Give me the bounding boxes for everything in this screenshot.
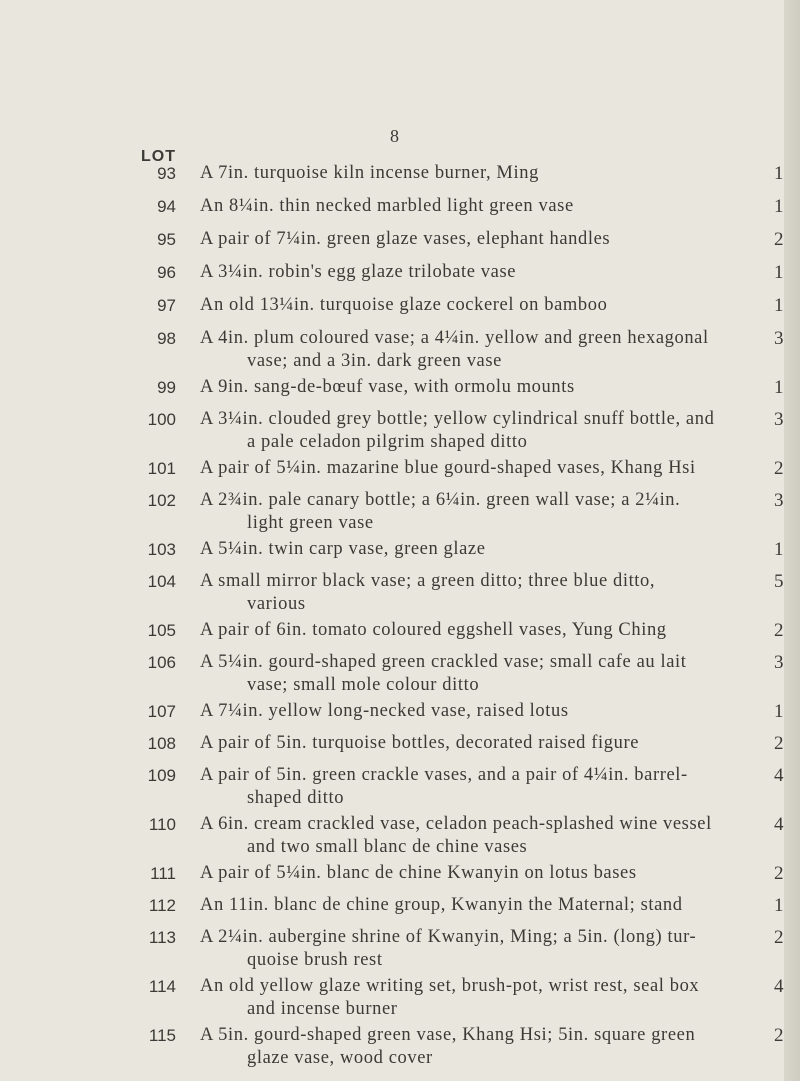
lot-number: 105 [147, 621, 176, 640]
lot-description-line1: A pair of 5in. green crackle vases, and a pair of 4¼in. barrel- [200, 765, 688, 785]
lot-description [200, 862, 760, 885]
lot-description [200, 327, 760, 373]
lot-description-line1: A pair of 5¼in. blanc de chine Kwanyin on lotus bases [200, 863, 637, 883]
lot-quantity: 2 [774, 458, 784, 479]
lot-description [200, 764, 760, 810]
lot-number: 97 [157, 296, 176, 315]
lot-quantity: 1 [774, 701, 784, 722]
lot-quantity: 1 [774, 295, 784, 316]
lot-number: 103 [147, 540, 176, 559]
lot-description-line2: various [247, 594, 306, 614]
lot-description [200, 489, 760, 535]
lot-quantity: 3 [774, 328, 784, 349]
lot-number: 111 [150, 864, 176, 883]
lot-description-line2: quoise brush rest [247, 950, 383, 970]
lot-quantity: 1 [774, 262, 784, 283]
lot-description-line2: and incense burner [247, 999, 398, 1019]
page-number: 8 [390, 126, 400, 146]
lot-number: 109 [147, 766, 176, 785]
lot-description [200, 570, 760, 616]
lot-quantity: 1 [774, 377, 784, 398]
lot-quantity: 1 [774, 196, 784, 217]
lot-quantity: 2 [774, 620, 784, 641]
lot-description [200, 1024, 760, 1070]
lot-number: 102 [147, 491, 176, 510]
lot-description-line2: a pale celadon pilgrim shaped ditto [247, 432, 528, 452]
lot-description [200, 261, 760, 284]
lot-quantity: 1 [774, 539, 784, 560]
lot-description [200, 619, 760, 642]
lot-number: 113 [148, 928, 176, 947]
lot-description-line1: An old yellow glaze writing set, brush-pot, wrist rest, seal box [200, 976, 700, 996]
lot-description [200, 228, 760, 251]
lot-description-line1: A 6in. cream crackled vase, celadon peach-splashed wine vessel [200, 814, 712, 834]
lot-number: 99 [157, 378, 176, 397]
lot-quantity: 4 [774, 814, 784, 835]
lot-description [200, 732, 760, 755]
lot-quantity: 1 [774, 895, 784, 916]
lot-description [200, 975, 760, 1021]
lot-description-line1: A 5¼in. gourd-shaped green crackled vase; small cafe au lait [200, 652, 687, 672]
lot-quantity: 3 [774, 409, 784, 430]
lot-number: 94 [157, 197, 176, 216]
lot-description-line1: A 9in. sang-de-bœuf vase, with ormolu mounts [200, 377, 575, 397]
lot-description-line1: A 5in. gourd-shaped green vase, Khang Hsi; 5in. square green [200, 1025, 696, 1045]
lot-description-line2: glaze vase, wood cover [247, 1048, 433, 1068]
lot-description-line2: shaped ditto [247, 788, 345, 808]
lot-number: 108 [147, 734, 176, 753]
lot-quantity: 3 [774, 490, 784, 511]
lot-description [200, 376, 760, 399]
lot-quantity: 4 [774, 765, 784, 786]
lot-description [200, 408, 760, 454]
lot-description-line1: A 4in. plum coloured vase; a 4¼in. yellow and green hexagonal [200, 328, 709, 348]
lot-description [200, 894, 760, 917]
lot-column-header: LOT [141, 148, 176, 165]
page-edge-shadow [784, 0, 800, 1081]
lot-number: 110 [148, 815, 176, 834]
lot-description-line1: A 3¼in. robin's egg glaze trilobate vase [200, 262, 517, 282]
lot-description [200, 162, 760, 185]
lot-description-line1: An 8¼in. thin necked marbled light green vase [200, 196, 574, 216]
lot-description-line1: An old 13¼in. turquoise glaze cockerel on bamboo [200, 295, 608, 315]
lot-description [200, 457, 760, 480]
lot-description-line2: and two small blanc de chine vases [247, 837, 528, 857]
lot-number: 114 [148, 977, 176, 996]
lot-description [200, 538, 760, 561]
lot-description-line1: A 5¼in. twin carp vase, green glaze [200, 539, 486, 559]
lot-description-line2: vase; and a 3in. dark green vase [247, 351, 502, 371]
lot-number: 115 [148, 1026, 176, 1045]
lot-description-line1: A pair of 5¼in. mazarine blue gourd-shaped vases, Khang Hsi [200, 458, 696, 478]
lot-description [200, 195, 760, 218]
lot-quantity: 2 [774, 927, 784, 948]
lot-description-line1: A 2¼in. aubergine shrine of Kwanyin, Ming; a 5in. (long) tur- [200, 927, 697, 947]
lot-description-line2: vase; small mole colour ditto [247, 675, 480, 695]
lot-description-line1: A pair of 7¼in. green glaze vases, elephant handles [200, 229, 611, 249]
lot-quantity: 4 [774, 976, 784, 997]
lot-description [200, 813, 760, 859]
lot-quantity: 5 [774, 571, 784, 592]
lot-number: 93 [157, 164, 176, 183]
lot-description-line1: A pair of 6in. tomato coloured eggshell vases, Yung Ching [200, 620, 667, 640]
lot-description-line1: A 7in. turquoise kiln incense burner, Ming [200, 163, 539, 183]
lot-description [200, 700, 760, 723]
lot-number: 95 [157, 230, 176, 249]
lot-description [200, 294, 760, 317]
lot-number: 96 [157, 263, 176, 282]
lot-quantity: 2 [774, 863, 784, 884]
lot-number: 112 [148, 896, 176, 915]
lot-quantity: 2 [774, 1025, 784, 1046]
lot-quantity: 1 [774, 163, 784, 184]
lot-description-line1: An 11in. blanc de chine group, Kwanyin the Maternal; stand [200, 895, 683, 915]
lot-description-line1: A pair of 5in. turquoise bottles, decorated raised figure [200, 733, 640, 753]
lot-description-line2: light green vase [247, 513, 374, 533]
lot-number: 104 [147, 572, 176, 591]
lot-description-line1: A small mirror black vase; a green ditto; three blue ditto, [200, 571, 656, 591]
lot-number: 101 [147, 459, 176, 478]
lot-number: 106 [147, 653, 176, 672]
lot-number: 98 [157, 329, 176, 348]
lot-quantity: 3 [774, 652, 784, 673]
lot-quantity: 2 [774, 733, 784, 754]
lot-number: 107 [147, 702, 176, 721]
lot-description-line1: A 7¼in. yellow long-necked vase, raised lotus [200, 701, 569, 721]
lot-description [200, 926, 760, 972]
lot-description-line1: A 2¾in. pale canary bottle; a 6¼in. green wall vase; a 2¼in. [200, 490, 681, 510]
lot-description-line1: A 3¼in. clouded grey bottle; yellow cylindrical snuff bottle, and [200, 409, 715, 429]
lot-number: 100 [147, 410, 176, 429]
lot-description [200, 651, 760, 697]
lot-quantity: 2 [774, 229, 784, 250]
